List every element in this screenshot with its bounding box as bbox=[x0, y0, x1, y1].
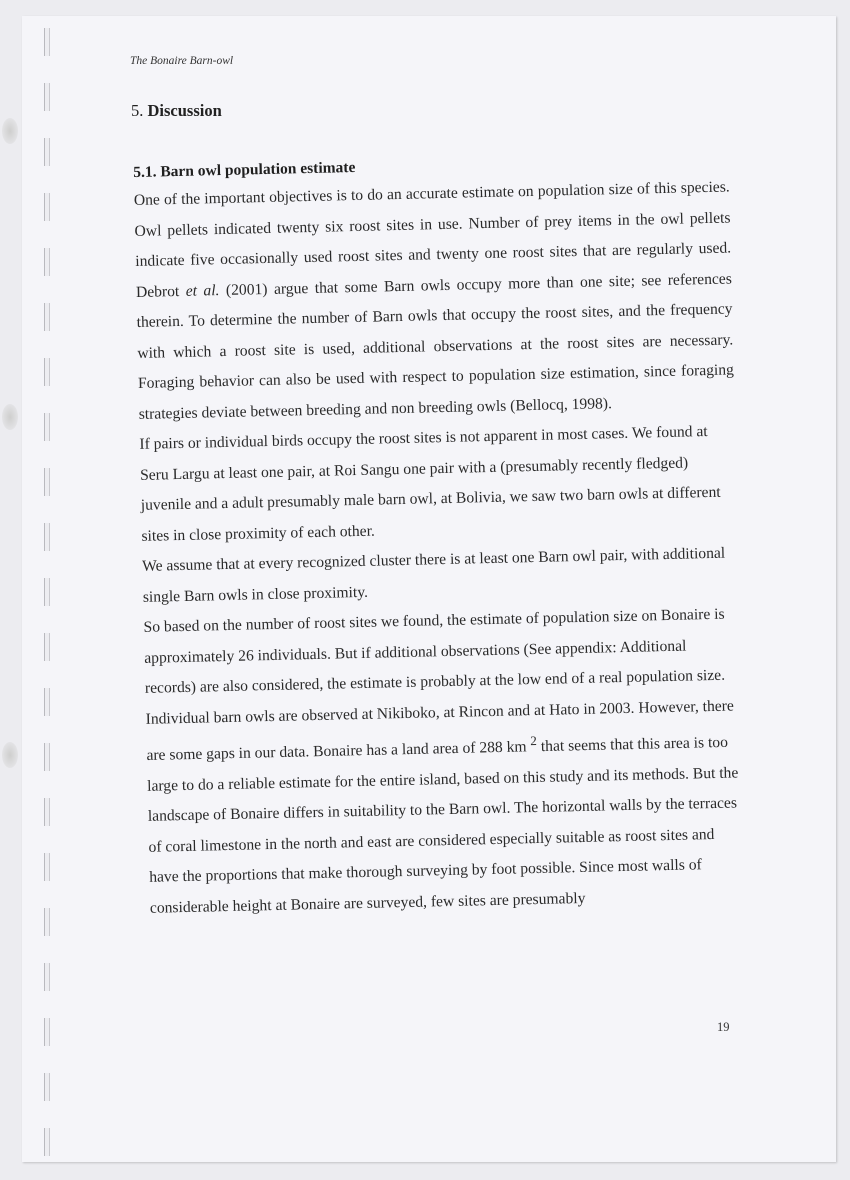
subsection-heading: 5.1. Barn owl population estimate bbox=[133, 158, 356, 181]
paragraph-text: So based on the number of roost sites we found, the estimate of population size on Bonaire is approximately 26 individuals. But if additional observations (See appendix: Additional records) are also considered, the estimate is probably at the low end of a real population size. Individual barn owls are observed at Nikiboko, at Rincon and at Hato in 2003. However, there are some gaps in our data. Bonaire has a land area of 288 km bbox=[143, 605, 735, 765]
page-number: 19 bbox=[717, 1020, 730, 1034]
paragraph-text: One of the important objectives is to do an accurate estimate on population size of this species. Owl pellets indicated twenty six roost sites in use. Number of prey items in the owl pellets indicate five occasionally used roost sites and twenty one roost sites that are regularly used. Debrot bbox=[133, 178, 732, 301]
paragraph-text: that seems that this area is too large to do a reliable estimate for the entire island, based on this study and its methods. But the landscape of Bonaire differs in suitability to the Barn owl. The horizontal walls by the terraces of coral limestone in the north and east are considered especially suitable as roost sites and have the proportions that make thorough surveying by foot possible. Since most walls of considerable height at Bonaire are surveyed, few sites are presumably bbox=[146, 733, 739, 917]
paragraph-text: (2001) argue that some Barn owls occupy more than one site; see references therein. To determine the number of Barn owls that occupy the roost sites, and the frequency with which a roost site is used, additional observations at the roost sites are necessary. Foraging behavior can also be used with respect to population size estimation, since foraging strategies deviate between breeding and non breeding owls (Bellocq, 1998). bbox=[136, 269, 735, 423]
section-title: Discussion bbox=[147, 101, 222, 120]
section-heading bbox=[131, 101, 222, 121]
citation-et-al: et al. bbox=[185, 281, 220, 300]
discussion-body bbox=[133, 148, 746, 924]
paragraph-roost-pairs: If pairs or individual birds occupy the roost sites is not apparent in most cases. We found at Seru Largu at least one pair, at Roi Sangu one pair with a (presumably recently fledged) juvenile and a adult presumably male barn owl, at Bolivia, we saw two barn owls at different sites in close proximity of each other. bbox=[139, 423, 721, 545]
superscript-exponent: 2 bbox=[530, 732, 537, 749]
paragraph-cluster-assumption: We assume that at every recognized cluster there is at least one Barn owl pair, with additional single Barn owls in close proximity. bbox=[141, 544, 726, 606]
paragraph-population-objective bbox=[134, 172, 735, 429]
paragraph-estimate bbox=[143, 599, 746, 924]
running-header: The Bonaire Barn-owl bbox=[130, 55, 234, 67]
section-number: 5. bbox=[131, 101, 144, 120]
